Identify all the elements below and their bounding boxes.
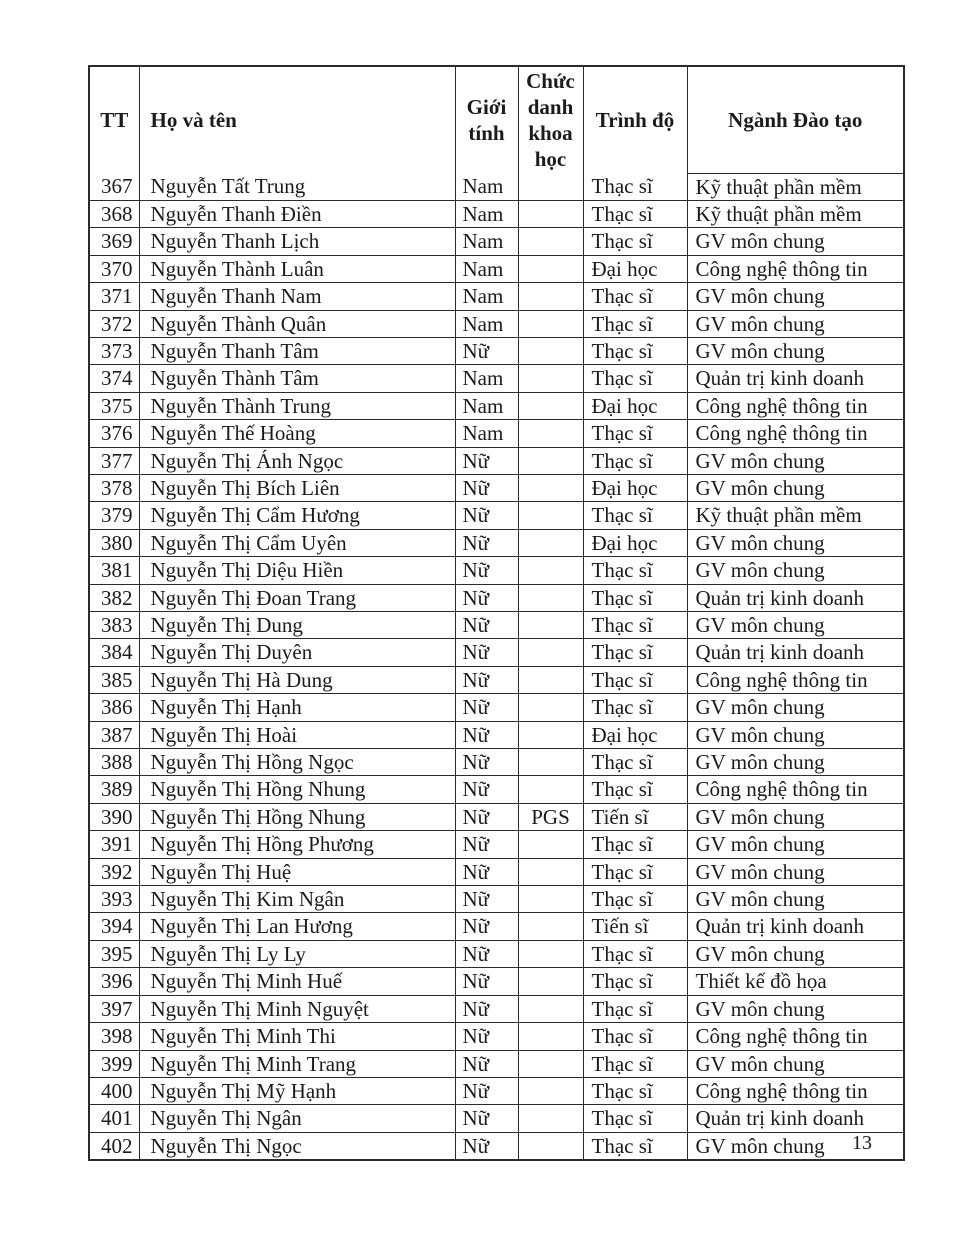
cell-gender: Nữ <box>455 1023 518 1050</box>
cell-name: Nguyễn Thị Ngọc <box>139 1132 455 1160</box>
cell-tt: 393 <box>89 886 139 913</box>
cell-degree: Thạc sĩ <box>583 447 687 474</box>
cell-academic-title <box>518 831 583 858</box>
cell-name: Nguyễn Thị Huệ <box>139 858 455 885</box>
cell-gender: Nam <box>455 420 518 447</box>
cell-academic-title <box>518 365 583 392</box>
cell-gender: Nữ <box>455 1105 518 1132</box>
cell-tt: 384 <box>89 639 139 666</box>
cell-academic-title <box>518 447 583 474</box>
cell-tt: 372 <box>89 310 139 337</box>
cell-major: Công nghệ thông tin <box>687 420 904 447</box>
cell-gender: Nữ <box>455 803 518 830</box>
cell-degree: Thạc sĩ <box>583 995 687 1022</box>
table-row <box>89 1050 904 1077</box>
cell-major: GV môn chung <box>687 529 904 556</box>
cell-tt: 399 <box>89 1050 139 1077</box>
table-row <box>89 283 904 310</box>
cell-degree: Thạc sĩ <box>583 1105 687 1132</box>
table-row <box>89 831 904 858</box>
cell-name: Nguyễn Thị Hồng Nhung <box>139 803 455 830</box>
cell-name: Nguyễn Tất Trung <box>139 173 455 200</box>
cell-degree: Thạc sĩ <box>583 420 687 447</box>
cell-academic-title <box>518 612 583 639</box>
cell-gender: Nữ <box>455 721 518 748</box>
cell-tt: 397 <box>89 995 139 1022</box>
cell-gender: Nữ <box>455 1077 518 1104</box>
cell-academic-title <box>518 392 583 419</box>
cell-major: GV môn chung <box>687 721 904 748</box>
cell-gender: Nữ <box>455 968 518 995</box>
cell-tt: 380 <box>89 529 139 556</box>
cell-gender: Nam <box>455 228 518 255</box>
cell-tt: 400 <box>89 1077 139 1104</box>
cell-major: Công nghệ thông tin <box>687 1077 904 1104</box>
cell-academic-title <box>518 310 583 337</box>
cell-gender: Nữ <box>455 940 518 967</box>
cell-gender: Nữ <box>455 776 518 803</box>
cell-gender: Nữ <box>455 995 518 1022</box>
cell-name: Nguyễn Thị Ly Ly <box>139 940 455 967</box>
cell-gender: Nam <box>455 173 518 200</box>
cell-name: Nguyễn Thị Hà Dung <box>139 666 455 693</box>
cell-degree: Thạc sĩ <box>583 502 687 529</box>
cell-major: GV môn chung <box>687 337 904 364</box>
table-row <box>89 420 904 447</box>
cell-degree: Thạc sĩ <box>583 228 687 255</box>
cell-major: Quản trị kinh doanh <box>687 365 904 392</box>
cell-gender: Nữ <box>455 1050 518 1077</box>
cell-tt: 392 <box>89 858 139 885</box>
cell-major: GV môn chung <box>687 803 904 830</box>
cell-major: Công nghệ thông tin <box>687 666 904 693</box>
cell-major: GV môn chung <box>687 283 904 310</box>
cell-major: GV môn chung <box>687 557 904 584</box>
cell-gender: Nữ <box>455 831 518 858</box>
cell-name: Nguyễn Thành Luân <box>139 255 455 282</box>
cell-degree: Thạc sĩ <box>583 886 687 913</box>
header-academic-title: Chức danh khoa học <box>518 66 583 173</box>
cell-academic-title <box>518 420 583 447</box>
table-row <box>89 474 904 501</box>
cell-name: Nguyễn Thị Ngân <box>139 1105 455 1132</box>
cell-name: Nguyễn Thị Đoan Trang <box>139 584 455 611</box>
cell-academic-title <box>518 557 583 584</box>
cell-major: Quản trị kinh doanh <box>687 584 904 611</box>
cell-degree: Thạc sĩ <box>583 584 687 611</box>
cell-major: Quản trị kinh doanh <box>687 913 904 940</box>
table-row <box>89 612 904 639</box>
cell-gender: Nữ <box>455 557 518 584</box>
cell-tt: 387 <box>89 721 139 748</box>
cell-name: Nguyễn Thị Minh Trang <box>139 1050 455 1077</box>
cell-academic-title <box>518 1105 583 1132</box>
cell-tt: 369 <box>89 228 139 255</box>
cell-major: GV môn chung <box>687 1132 904 1160</box>
cell-tt: 385 <box>89 666 139 693</box>
cell-tt: 367 <box>89 173 139 200</box>
cell-gender: Nam <box>455 392 518 419</box>
cell-major: GV môn chung <box>687 831 904 858</box>
cell-major: Công nghệ thông tin <box>687 1023 904 1050</box>
cell-tt: 389 <box>89 776 139 803</box>
cell-tt: 373 <box>89 337 139 364</box>
cell-academic-title <box>518 337 583 364</box>
cell-name: Nguyễn Thị Minh Thi <box>139 1023 455 1050</box>
cell-degree: Thạc sĩ <box>583 200 687 227</box>
table-row <box>89 913 904 940</box>
cell-major: GV môn chung <box>687 940 904 967</box>
cell-name: Nguyễn Thị Bích Liên <box>139 474 455 501</box>
cell-major: Kỹ thuật phần mềm <box>687 173 904 200</box>
cell-name: Nguyễn Thanh Nam <box>139 283 455 310</box>
table-row <box>89 968 904 995</box>
cell-academic-title <box>518 1023 583 1050</box>
cell-tt: 383 <box>89 612 139 639</box>
cell-degree: Thạc sĩ <box>583 612 687 639</box>
table-body <box>89 173 904 1160</box>
cell-gender: Nam <box>455 310 518 337</box>
cell-gender: Nữ <box>455 447 518 474</box>
cell-degree: Thạc sĩ <box>583 858 687 885</box>
table-row <box>89 858 904 885</box>
cell-degree: Thạc sĩ <box>583 968 687 995</box>
cell-academic-title <box>518 968 583 995</box>
cell-academic-title <box>518 1132 583 1160</box>
cell-degree: Đại học <box>583 721 687 748</box>
cell-academic-title <box>518 776 583 803</box>
cell-degree: Thạc sĩ <box>583 557 687 584</box>
cell-gender: Nữ <box>455 858 518 885</box>
cell-degree: Thạc sĩ <box>583 173 687 200</box>
cell-tt: 371 <box>89 283 139 310</box>
cell-gender: Nam <box>455 255 518 282</box>
cell-tt: 394 <box>89 913 139 940</box>
cell-degree: Thạc sĩ <box>583 1050 687 1077</box>
table-row <box>89 173 904 200</box>
cell-name: Nguyễn Thế Hoàng <box>139 420 455 447</box>
cell-academic-title <box>518 639 583 666</box>
cell-major: Công nghệ thông tin <box>687 776 904 803</box>
cell-tt: 391 <box>89 831 139 858</box>
cell-major: GV môn chung <box>687 886 904 913</box>
cell-name: Nguyễn Thị Minh Huế <box>139 968 455 995</box>
cell-academic-title <box>518 255 583 282</box>
cell-academic-title <box>518 1077 583 1104</box>
staff-roster-table <box>88 65 905 1161</box>
cell-major: Kỹ thuật phần mềm <box>687 200 904 227</box>
cell-gender: Nữ <box>455 529 518 556</box>
cell-degree: Thạc sĩ <box>583 1132 687 1160</box>
cell-name: Nguyễn Thị Cẩm Hương <box>139 502 455 529</box>
cell-academic-title <box>518 694 583 721</box>
cell-gender: Nam <box>455 200 518 227</box>
cell-degree: Thạc sĩ <box>583 337 687 364</box>
table-row <box>89 1077 904 1104</box>
cell-degree: Thạc sĩ <box>583 694 687 721</box>
table-row <box>89 1132 904 1160</box>
cell-major: Quản trị kinh doanh <box>687 1105 904 1132</box>
table-row <box>89 639 904 666</box>
table-row <box>89 1023 904 1050</box>
table-row <box>89 447 904 474</box>
cell-gender: Nữ <box>455 612 518 639</box>
cell-academic-title <box>518 913 583 940</box>
cell-name: Nguyễn Thành Quân <box>139 310 455 337</box>
cell-tt: 368 <box>89 200 139 227</box>
table-row <box>89 995 904 1022</box>
cell-tt: 395 <box>89 940 139 967</box>
cell-academic-title <box>518 200 583 227</box>
table-row <box>89 886 904 913</box>
cell-gender: Nữ <box>455 584 518 611</box>
cell-name: Nguyễn Thị Duyên <box>139 639 455 666</box>
cell-major: GV môn chung <box>687 749 904 776</box>
cell-major: GV môn chung <box>687 310 904 337</box>
cell-degree: Thạc sĩ <box>583 283 687 310</box>
table-row <box>89 255 904 282</box>
cell-tt: 401 <box>89 1105 139 1132</box>
cell-gender: Nữ <box>455 666 518 693</box>
table-row <box>89 310 904 337</box>
cell-gender: Nữ <box>455 913 518 940</box>
cell-name: Nguyễn Thị Diệu Hiền <box>139 557 455 584</box>
header-name: Họ và tên <box>139 66 455 173</box>
cell-gender: Nữ <box>455 694 518 721</box>
cell-gender: Nữ <box>455 639 518 666</box>
cell-academic-title <box>518 283 583 310</box>
cell-tt: 396 <box>89 968 139 995</box>
cell-degree: Thạc sĩ <box>583 639 687 666</box>
cell-academic-title <box>518 666 583 693</box>
header-tt: TT <box>89 66 139 173</box>
cell-tt: 390 <box>89 803 139 830</box>
cell-academic-title <box>518 529 583 556</box>
cell-gender: Nam <box>455 365 518 392</box>
cell-name: Nguyễn Thị Hoài <box>139 721 455 748</box>
cell-name: Nguyễn Thành Tâm <box>139 365 455 392</box>
table-row <box>89 584 904 611</box>
table-row <box>89 365 904 392</box>
page-number: 13 <box>852 1132 872 1154</box>
cell-academic-title: PGS <box>518 803 583 830</box>
cell-name: Nguyễn Thanh Tâm <box>139 337 455 364</box>
cell-major: GV môn chung <box>687 995 904 1022</box>
table-header-row <box>89 66 904 173</box>
cell-academic-title <box>518 940 583 967</box>
table-row <box>89 749 904 776</box>
cell-degree: Tiến sĩ <box>583 913 687 940</box>
cell-degree: Thạc sĩ <box>583 310 687 337</box>
cell-name: Nguyễn Thanh Điền <box>139 200 455 227</box>
table-row <box>89 1105 904 1132</box>
cell-name: Nguyễn Thị Lan Hương <box>139 913 455 940</box>
cell-name: Nguyễn Thị Hồng Phương <box>139 831 455 858</box>
cell-academic-title <box>518 228 583 255</box>
cell-name: Nguyễn Thị Hạnh <box>139 694 455 721</box>
table-row <box>89 228 904 255</box>
cell-academic-title <box>518 1050 583 1077</box>
table-row <box>89 666 904 693</box>
cell-major: GV môn chung <box>687 228 904 255</box>
table-row <box>89 557 904 584</box>
cell-tt: 382 <box>89 584 139 611</box>
table-row <box>89 776 904 803</box>
cell-academic-title <box>518 474 583 501</box>
table-row <box>89 502 904 529</box>
cell-academic-title <box>518 173 583 200</box>
cell-degree: Thạc sĩ <box>583 365 687 392</box>
cell-tt: 377 <box>89 447 139 474</box>
cell-name: Nguyễn Thị Dung <box>139 612 455 639</box>
cell-tt: 374 <box>89 365 139 392</box>
cell-major: Công nghệ thông tin <box>687 255 904 282</box>
cell-name: Nguyễn Thị Cẩm Uyên <box>139 529 455 556</box>
cell-major: Thiết kế đồ họa <box>687 968 904 995</box>
cell-name: Nguyễn Thị Mỹ Hạnh <box>139 1077 455 1104</box>
cell-degree: Thạc sĩ <box>583 666 687 693</box>
cell-gender: Nữ <box>455 749 518 776</box>
cell-tt: 370 <box>89 255 139 282</box>
cell-academic-title <box>518 995 583 1022</box>
cell-major: GV môn chung <box>687 1050 904 1077</box>
cell-academic-title <box>518 502 583 529</box>
cell-degree: Đại học <box>583 529 687 556</box>
cell-tt: 375 <box>89 392 139 419</box>
cell-gender: Nữ <box>455 474 518 501</box>
table-row <box>89 940 904 967</box>
cell-degree: Thạc sĩ <box>583 940 687 967</box>
cell-major: GV môn chung <box>687 474 904 501</box>
cell-gender: Nữ <box>455 337 518 364</box>
cell-name: Nguyễn Thị Hồng Nhung <box>139 776 455 803</box>
cell-tt: 376 <box>89 420 139 447</box>
cell-major: Kỹ thuật phần mềm <box>687 502 904 529</box>
cell-gender: Nữ <box>455 886 518 913</box>
cell-major: GV môn chung <box>687 694 904 721</box>
cell-degree: Tiến sĩ <box>583 803 687 830</box>
cell-name: Nguyễn Thị Hồng Ngọc <box>139 749 455 776</box>
table-row <box>89 694 904 721</box>
cell-academic-title <box>518 584 583 611</box>
cell-tt: 398 <box>89 1023 139 1050</box>
header-major: Ngành Đào tạo <box>687 66 904 173</box>
cell-major: GV môn chung <box>687 858 904 885</box>
cell-degree: Đại học <box>583 255 687 282</box>
cell-gender: Nam <box>455 283 518 310</box>
cell-academic-title <box>518 749 583 776</box>
cell-degree: Thạc sĩ <box>583 1023 687 1050</box>
cell-name: Nguyễn Thanh Lịch <box>139 228 455 255</box>
cell-name: Nguyễn Thị Kim Ngân <box>139 886 455 913</box>
cell-degree: Thạc sĩ <box>583 749 687 776</box>
cell-major: GV môn chung <box>687 447 904 474</box>
cell-major: Quản trị kinh doanh <box>687 639 904 666</box>
cell-academic-title <box>518 886 583 913</box>
table-row <box>89 337 904 364</box>
cell-name: Nguyễn Thị Ánh Ngọc <box>139 447 455 474</box>
cell-degree: Thạc sĩ <box>583 831 687 858</box>
cell-gender: Nữ <box>455 1132 518 1160</box>
table-row <box>89 392 904 419</box>
cell-tt: 378 <box>89 474 139 501</box>
cell-degree: Thạc sĩ <box>583 1077 687 1104</box>
cell-tt: 381 <box>89 557 139 584</box>
table-row <box>89 803 904 830</box>
cell-major: Công nghệ thông tin <box>687 392 904 419</box>
header-degree: Trình độ <box>583 66 687 173</box>
cell-academic-title <box>518 858 583 885</box>
table-row <box>89 721 904 748</box>
cell-degree: Đại học <box>583 474 687 501</box>
cell-tt: 386 <box>89 694 139 721</box>
header-gender: Giới tính <box>455 66 518 173</box>
cell-degree: Thạc sĩ <box>583 776 687 803</box>
cell-name: Nguyễn Thị Minh Nguyệt <box>139 995 455 1022</box>
cell-degree: Đại học <box>583 392 687 419</box>
cell-major: GV môn chung <box>687 612 904 639</box>
cell-name: Nguyễn Thành Trung <box>139 392 455 419</box>
cell-tt: 388 <box>89 749 139 776</box>
cell-gender: Nữ <box>455 502 518 529</box>
cell-tt: 379 <box>89 502 139 529</box>
table-row <box>89 529 904 556</box>
table-row <box>89 200 904 227</box>
cell-tt: 402 <box>89 1132 139 1160</box>
cell-academic-title <box>518 721 583 748</box>
